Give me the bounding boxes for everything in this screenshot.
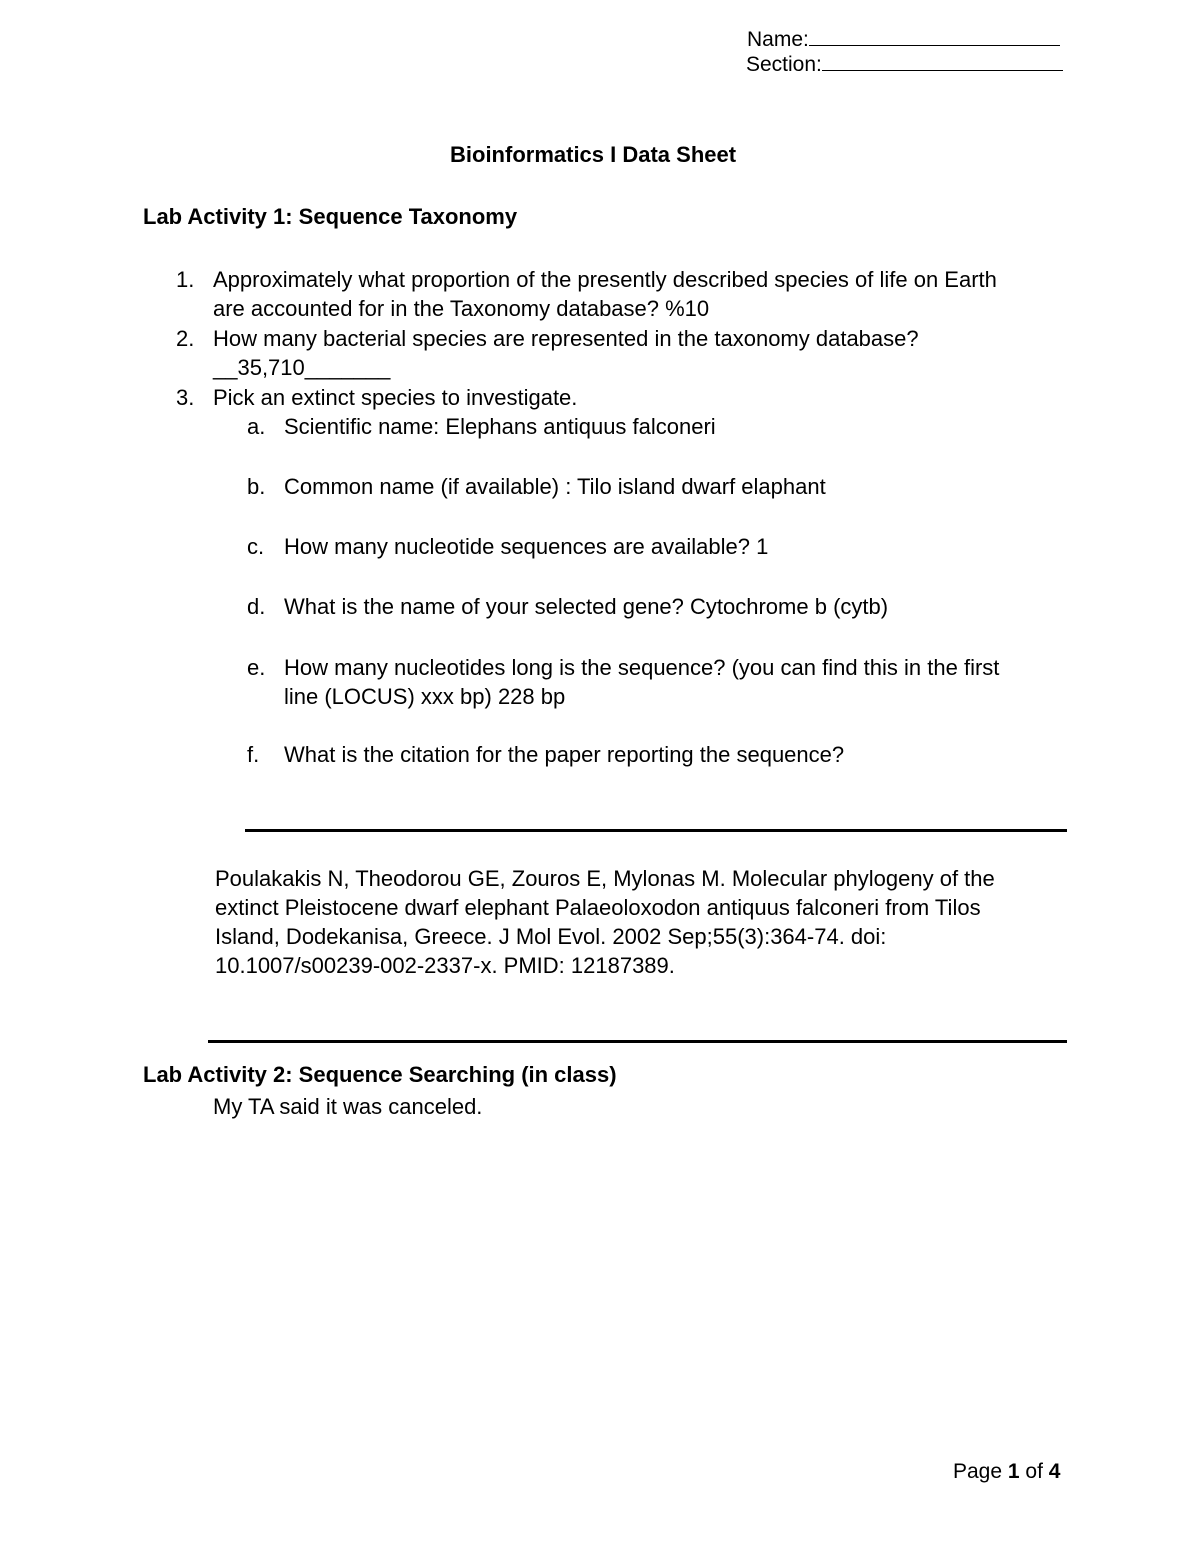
question-2-number: 2. — [176, 326, 195, 351]
activity1-heading: Lab Activity 1: Sequence Taxonomy — [143, 204, 518, 229]
question-3-line1: Pick an extinct species to investigate. — [213, 385, 578, 410]
subquestion-d-text: What is the name of your selected gene? Cytochrome b (cytb) — [284, 594, 889, 619]
page-total: 4 — [1048, 1460, 1061, 1483]
subquestion-d-letter: d. — [247, 594, 266, 619]
subquestion-e-line2: line (LOCUS) xxx bp) 228 bp — [284, 684, 566, 709]
question-2-line2: __35,710_______ — [213, 355, 391, 380]
question-2-line1: How many bacterial species are represented in the taxonomy database? — [213, 326, 919, 351]
question-3-number: 3. — [176, 385, 195, 410]
subquestion-a-letter: a. — [247, 414, 266, 439]
subquestion-c-letter: c. — [247, 534, 265, 559]
subquestion-b-letter: b. — [247, 474, 266, 499]
question-1-line2: are accounted for in the Taxonomy database? %10 — [213, 296, 710, 321]
subquestion-a-text: Scientific name: Elephans antiquus falconeri — [284, 414, 716, 439]
section-label: Section: — [746, 53, 822, 76]
answer-rule-bottom — [208, 1040, 1067, 1043]
name-field — [747, 27, 1060, 52]
page-word: Page — [953, 1460, 1003, 1483]
subquestion-b-text: Common name (if available) : Tilo island dwarf elaphant — [284, 474, 826, 499]
name-blank-line[interactable] — [809, 27, 1060, 46]
subquestion-c-text: How many nucleotide sequences are available? 1 — [284, 534, 769, 559]
activity2-answer: My TA said it was canceled. — [213, 1094, 483, 1119]
subquestion-f-text: What is the citation for the paper reporting the sequence? — [284, 742, 845, 767]
section-blank-line[interactable] — [822, 52, 1063, 71]
citation-line4: 10.1007/s00239-002-2337-x. PMID: 12187389. — [215, 953, 675, 978]
page-title: Bioinformatics I Data Sheet — [450, 142, 737, 167]
citation-line2: extinct Pleistocene dwarf elephant Palaeoloxodon antiquus falconeri from Tilos — [215, 895, 981, 920]
activity2-heading: Lab Activity 2: Sequence Searching (in class) — [143, 1062, 617, 1087]
question-1-number: 1. — [176, 267, 195, 292]
name-label: Name: — [747, 28, 809, 51]
citation-line1: Poulakakis N, Theodorou GE, Zouros E, Mylonas M. Molecular phylogeny of the — [215, 866, 995, 891]
question-1-line1: Approximately what proportion of the presently described species of life on Earth — [213, 267, 997, 292]
subquestion-e-letter: e. — [247, 655, 266, 680]
section-field — [746, 52, 1063, 77]
page-of-word: of — [1025, 1460, 1043, 1483]
subquestion-e-line1: How many nucleotides long is the sequence? (you can find this in the first — [284, 655, 1000, 680]
answer-rule-top — [245, 829, 1067, 832]
page-number — [953, 1460, 1060, 1484]
page-current: 1 — [1007, 1460, 1020, 1483]
subquestion-f-letter: f. — [247, 742, 260, 767]
citation-line3: Island, Dodekanisa, Greece. J Mol Evol. 2002 Sep;55(3):364-74. doi: — [215, 924, 887, 949]
